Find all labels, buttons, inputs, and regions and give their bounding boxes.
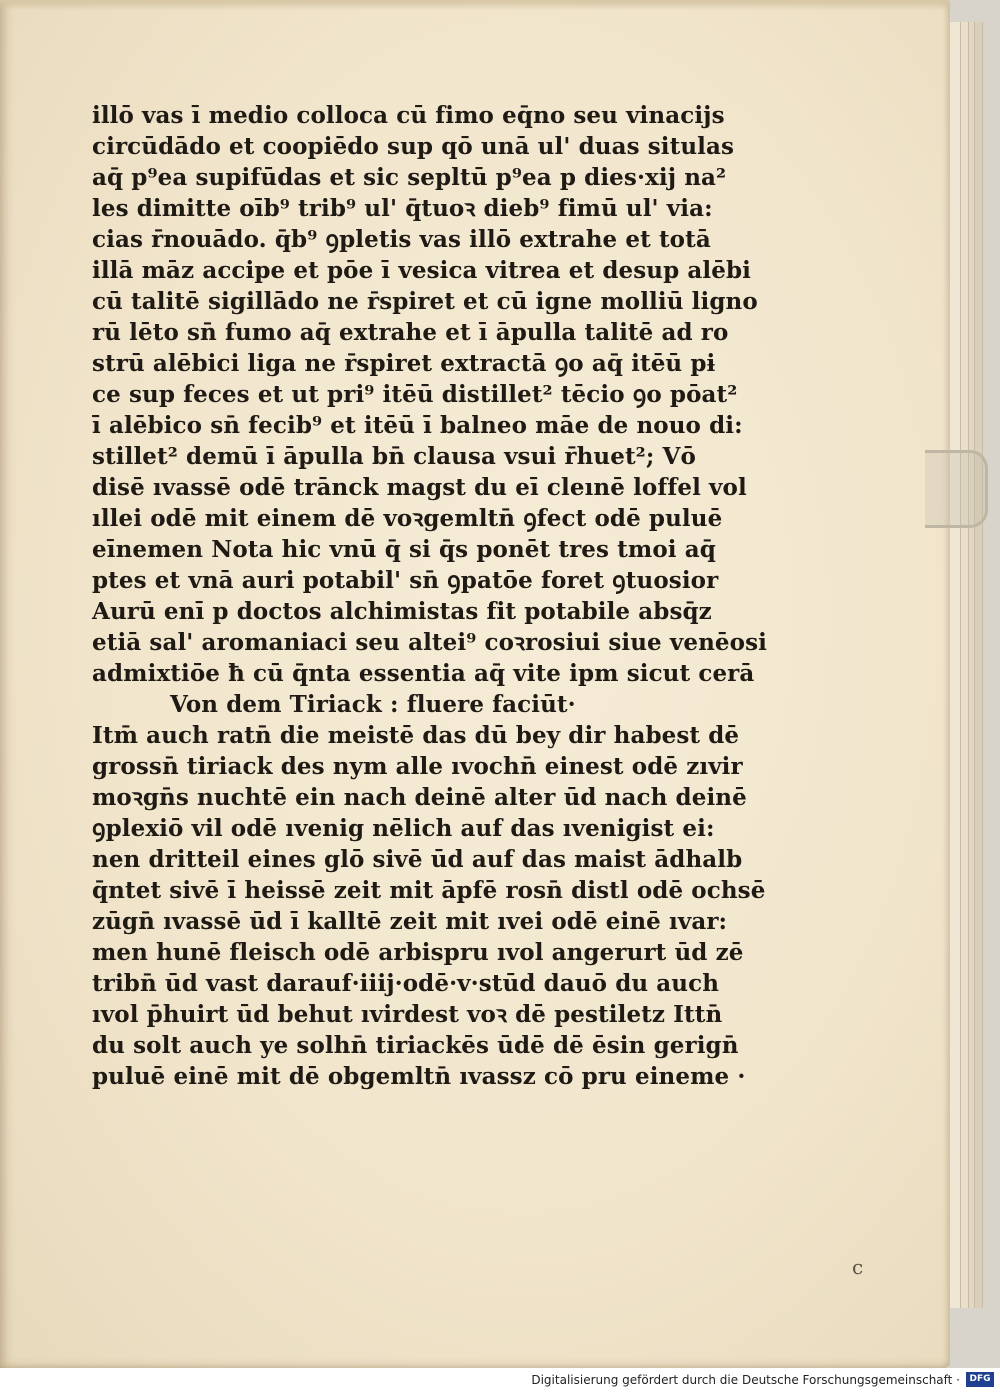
text-line: rū lēto sn̄ fumo aq̄ extrahe et ī āpulla talitē ad ro	[92, 319, 729, 346]
text-line: ıvol p̄huirt ūd behut ıvirdest voꝛ dē pestiletz Ittn̄	[92, 1001, 723, 1028]
text-line: illō vas ī medio colloca cū fimo eq̄no seu vinacijs	[92, 102, 725, 129]
section-heading-line: Von dem Tiriack : fluere faciūt·	[170, 691, 576, 718]
text-line: ptes et vnā auri potabil' sn̄ ꝯpatōe foret ꝯtuosior	[92, 567, 719, 594]
text-line: circūdādo et coopiēdo sup qō unā ul' duas situlas	[92, 133, 735, 160]
text-line: admixtiōe ħ cū q̄nta essentia aq̄ vite ipm sicut cerā	[92, 660, 755, 687]
text-line: puluē einē mit dē obgemltn̄ ıvassz cō pru eineme ·	[92, 1063, 746, 1090]
paper-clip-tab	[925, 450, 988, 528]
text-line: aq̄ p⁹ea supifūdas et sic sepltū p⁹ea p dies·xij na²	[92, 164, 727, 191]
text-line: les dimitte oīb⁹ trib⁹ ul' q̄tuoꝛ dieb⁹ fimū ul' via:	[92, 195, 713, 222]
text-line: moꝛgn̄s nuchtē ein nach deinē alter ūd nach deinē	[92, 784, 747, 811]
text-line: eīnemen Nota hic vnū q̄ si q̄s ponēt tres tmoi aq̄	[92, 536, 716, 563]
text-line: zūgn̄ ıvassē ūd ī kalltē zeit mit ıvei odē einē ıvar:	[92, 908, 728, 935]
text-line: Itm̄ auch ratn̄ die meistē das dū bey dir habest dē	[92, 722, 740, 749]
text-line: q̄ntet sivē ī heissē zeit mit āpfē rosn̄ distl odē ochsē	[92, 877, 766, 904]
dfg-logo-icon: DFG	[966, 1372, 994, 1387]
text-line: stillet² demū ī āpulla bn̄ clausa vsui r̄huet²; Vō	[92, 443, 696, 470]
text-line: cū talitē sigillādo ne r̄spiret et cū igne molliū ligno	[92, 288, 758, 315]
text-line: ī alēbico sn̄ fecib⁹ et itēū ī balneo māe de nouo di:	[92, 412, 743, 439]
text-line: tribn̄ ūd vast darauf·iiij·odē·v·stūd dauō du auch	[92, 970, 720, 997]
text-line: du solt auch ye solhn̄ tiriackēs ūdē dē ēsin gerign̄	[92, 1032, 739, 1059]
text-line: ꝯplexiō vil odē ıvenig nēlich auf das ıvenigist ei:	[92, 815, 715, 842]
printed-text-block	[92, 100, 767, 1092]
footer-bar	[0, 1368, 1000, 1392]
text-line: etiā sal' aromaniaci seu altei⁹ coꝛrosiui siue venēosi	[92, 629, 767, 656]
text-line: cias r̄nouādo. q̄b⁹ ꝯpletis vas illō extrahe et totā	[92, 226, 711, 253]
text-line: illā māz accipe et pōe ī vesica vitrea et desup alēbi	[92, 257, 751, 284]
pencil-page-mark: c	[852, 1255, 864, 1279]
text-line: ıllei odē mit einem dē voꝛgemltn̄ ꝯfect odē puluē	[92, 505, 723, 532]
text-line: nen dritteil eines glō sivē ūd auf das maist ādhalb	[92, 846, 743, 873]
page-top-shadow	[0, 0, 950, 10]
funding-credit-text: Digitalisierung gefördert durch die Deutsche Forschungsgemeinschaft ·	[531, 1373, 960, 1387]
text-line: Aurū enī p doctos alchimistas fit potabile absq̄z	[92, 598, 712, 625]
text-line: grossn̄ tiriack des nym alle ıvochn̄ einest odē zıvir	[92, 753, 743, 780]
text-line: strū alēbici liga ne r̄spiret extractā ꝯo aq̄ itēū pɨ	[92, 350, 716, 377]
text-line: ce sup feces et ut pri⁹ itēū distillet² tēcio ꝯo pōat²	[92, 381, 738, 408]
text-line: men hunē fleisch odē arbispru ıvol angerurt ūd zē	[92, 939, 744, 966]
text-line: disē ıvassē odē trānck magst du eī cleınē loffel vol	[92, 474, 747, 501]
